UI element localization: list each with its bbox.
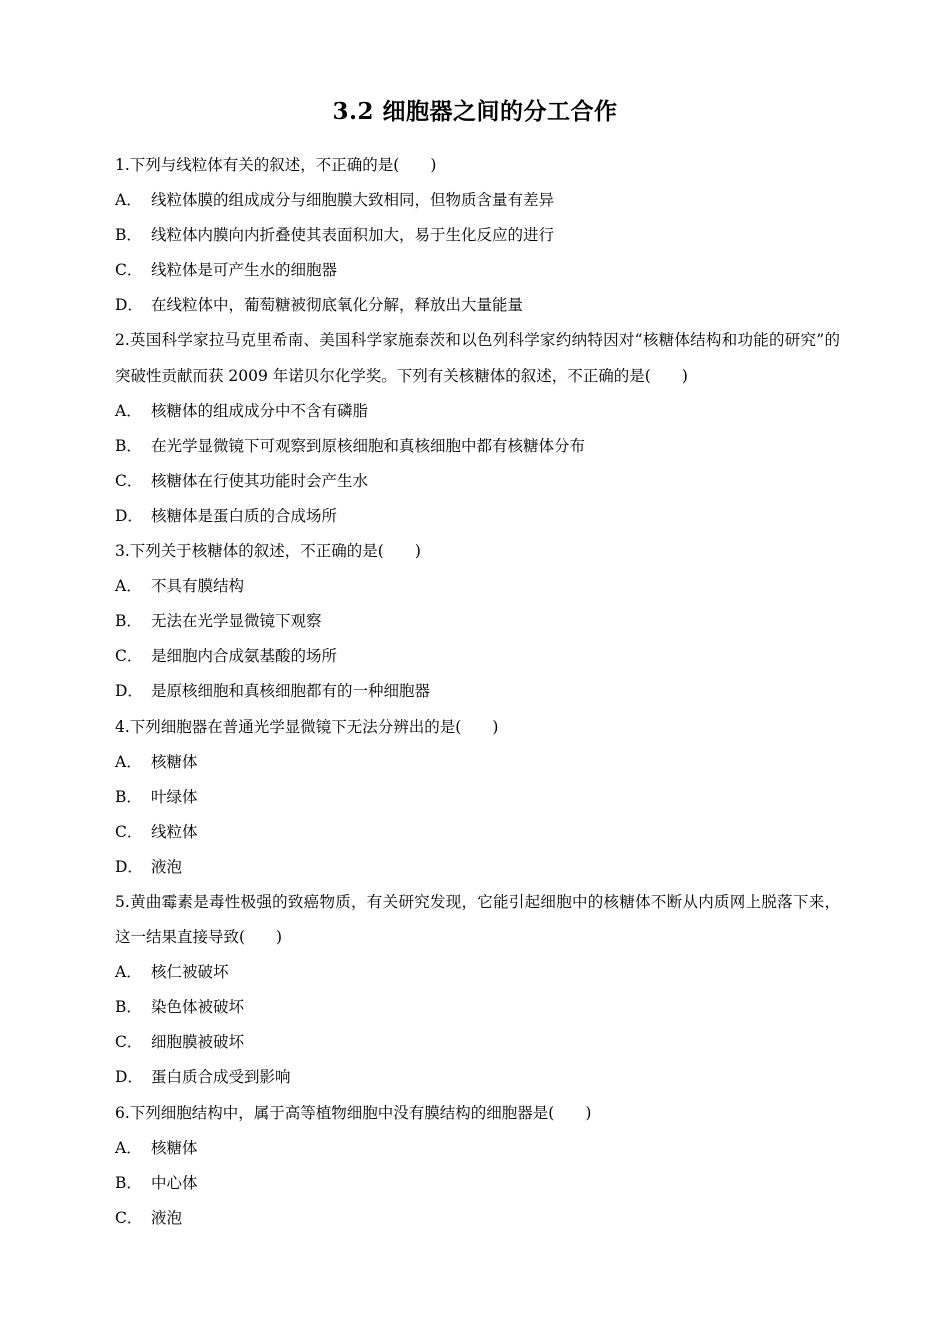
- option-text: 线粒体膜的组成成分与细胞膜大致相同，但物质含量有差异: [151, 191, 555, 210]
- answer-option: [115, 429, 840, 464]
- option-text: 核糖体: [151, 1138, 198, 1157]
- option-text: 蛋白质合成受到影响: [151, 1068, 291, 1087]
- option-letter: A．: [115, 963, 142, 982]
- answer-option: [115, 815, 840, 850]
- answer-option: [115, 850, 840, 885]
- option-text: 在线粒体中，葡萄糖被彻底氧化分解，释放出大量能量: [151, 296, 524, 315]
- option-letter: C．: [115, 647, 143, 666]
- option-letter: C．: [115, 1208, 143, 1227]
- option-text: 在光学显微镜下可观察到原核细胞和真核细胞中都有核糖体分布: [151, 436, 586, 455]
- answer-option: [115, 990, 840, 1025]
- question-item: [115, 885, 840, 1096]
- answer-option: [115, 218, 840, 253]
- question-stem: 4.下列细胞器在普通光学显微镜下无法分辨出的是( ): [115, 717, 499, 736]
- option-letter: A．: [115, 1138, 142, 1157]
- option-letter: B．: [115, 612, 142, 631]
- answer-option: [115, 464, 840, 499]
- option-letter: D．: [115, 857, 143, 876]
- option-letter: B．: [115, 436, 142, 455]
- option-text: 中心体: [151, 1173, 198, 1192]
- answer-option: [115, 1131, 840, 1166]
- option-text: 是原核细胞和真核细胞都有的一种细胞器: [151, 682, 431, 701]
- option-text: 无法在光学显微镜下观察: [151, 612, 322, 631]
- option-letter: D．: [115, 296, 143, 315]
- option-text: 线粒体: [151, 822, 198, 841]
- answer-option: [115, 569, 840, 604]
- answer-option: [115, 955, 840, 990]
- question-stem: 6.下列细胞结构中，属于高等植物细胞中没有膜结构的细胞器是( ): [115, 1103, 592, 1122]
- option-text: 核糖体是蛋白质的合成场所: [151, 506, 338, 525]
- answer-option: [115, 288, 840, 323]
- question-item: [115, 1096, 840, 1236]
- answer-option: [115, 1060, 840, 1095]
- question-stem: 5.黄曲霉素是毒性极强的致癌物质，有关研究发现，它能引起细胞中的核糖体不断从内质网上脱落下来，这一结果直接导致( ): [115, 892, 840, 947]
- option-letter: B．: [115, 226, 142, 245]
- option-text: 叶绿体: [151, 787, 198, 806]
- answer-option: [115, 1201, 840, 1236]
- option-text: 核糖体: [151, 752, 198, 771]
- option-letter: B．: [115, 1173, 142, 1192]
- answer-option: [115, 1166, 840, 1201]
- question-list: [115, 148, 840, 1236]
- option-text: 是细胞内合成氨基酸的场所: [151, 647, 338, 666]
- answer-option: [115, 183, 840, 218]
- option-text: 核糖体的组成成分中不含有磷脂: [151, 401, 369, 420]
- option-letter: A．: [115, 577, 142, 596]
- question-stem: 1.下列与线粒体有关的叙述，不正确的是( ): [115, 156, 437, 174]
- option-text: 液泡: [151, 1208, 183, 1227]
- option-text: 线粒体是可产生水的细胞器: [151, 261, 338, 280]
- option-letter: B．: [115, 787, 142, 806]
- answer-option: [115, 253, 840, 288]
- option-text: 核仁被破坏: [151, 963, 229, 982]
- question-item: [115, 148, 840, 323]
- answer-option: [115, 745, 840, 780]
- question-item: [115, 710, 840, 885]
- question-item: [115, 534, 840, 709]
- option-text: 核糖体在行使其功能时会产生水: [151, 471, 369, 490]
- question-stem: 2.英国科学家拉马克里希南、美国科学家施泰茨和以色列科学家约纳特因对“核糖体结构和功能的研究”的突破性贡献而获 2009 年诺贝尔化学奖。下列有关核糖体的叙述，不正确的是( ): [115, 331, 840, 385]
- option-text: 不具有膜结构: [151, 577, 245, 596]
- option-letter: A．: [115, 401, 142, 420]
- option-letter: D．: [115, 506, 143, 525]
- answer-option: [115, 674, 840, 709]
- option-letter: A．: [115, 752, 142, 771]
- option-letter: C．: [115, 822, 143, 841]
- answer-option: [115, 639, 840, 674]
- answer-option: [115, 604, 840, 639]
- answer-option: [115, 499, 840, 534]
- page-title: 3.2 细胞器之间的分工合作: [332, 98, 618, 125]
- option-letter: C．: [115, 261, 143, 280]
- option-letter: D．: [115, 682, 143, 701]
- option-letter: A．: [115, 191, 142, 210]
- option-text: 细胞膜被破坏: [151, 1033, 245, 1052]
- answer-option: [115, 1025, 840, 1060]
- option-text: 线粒体内膜向内折叠使其表面积加大，易于生化反应的进行: [151, 226, 555, 245]
- option-letter: C．: [115, 1033, 143, 1052]
- answer-option: [115, 780, 840, 815]
- option-letter: D．: [115, 1068, 143, 1087]
- option-text: 染色体被破坏: [151, 998, 245, 1017]
- option-letter: B．: [115, 998, 142, 1017]
- question-item: [115, 323, 840, 534]
- option-letter: C．: [115, 471, 143, 490]
- question-stem: 3.下列关于核糖体的叙述，不正确的是( ): [115, 542, 421, 561]
- answer-option: [115, 394, 840, 429]
- option-text: 液泡: [151, 857, 183, 876]
